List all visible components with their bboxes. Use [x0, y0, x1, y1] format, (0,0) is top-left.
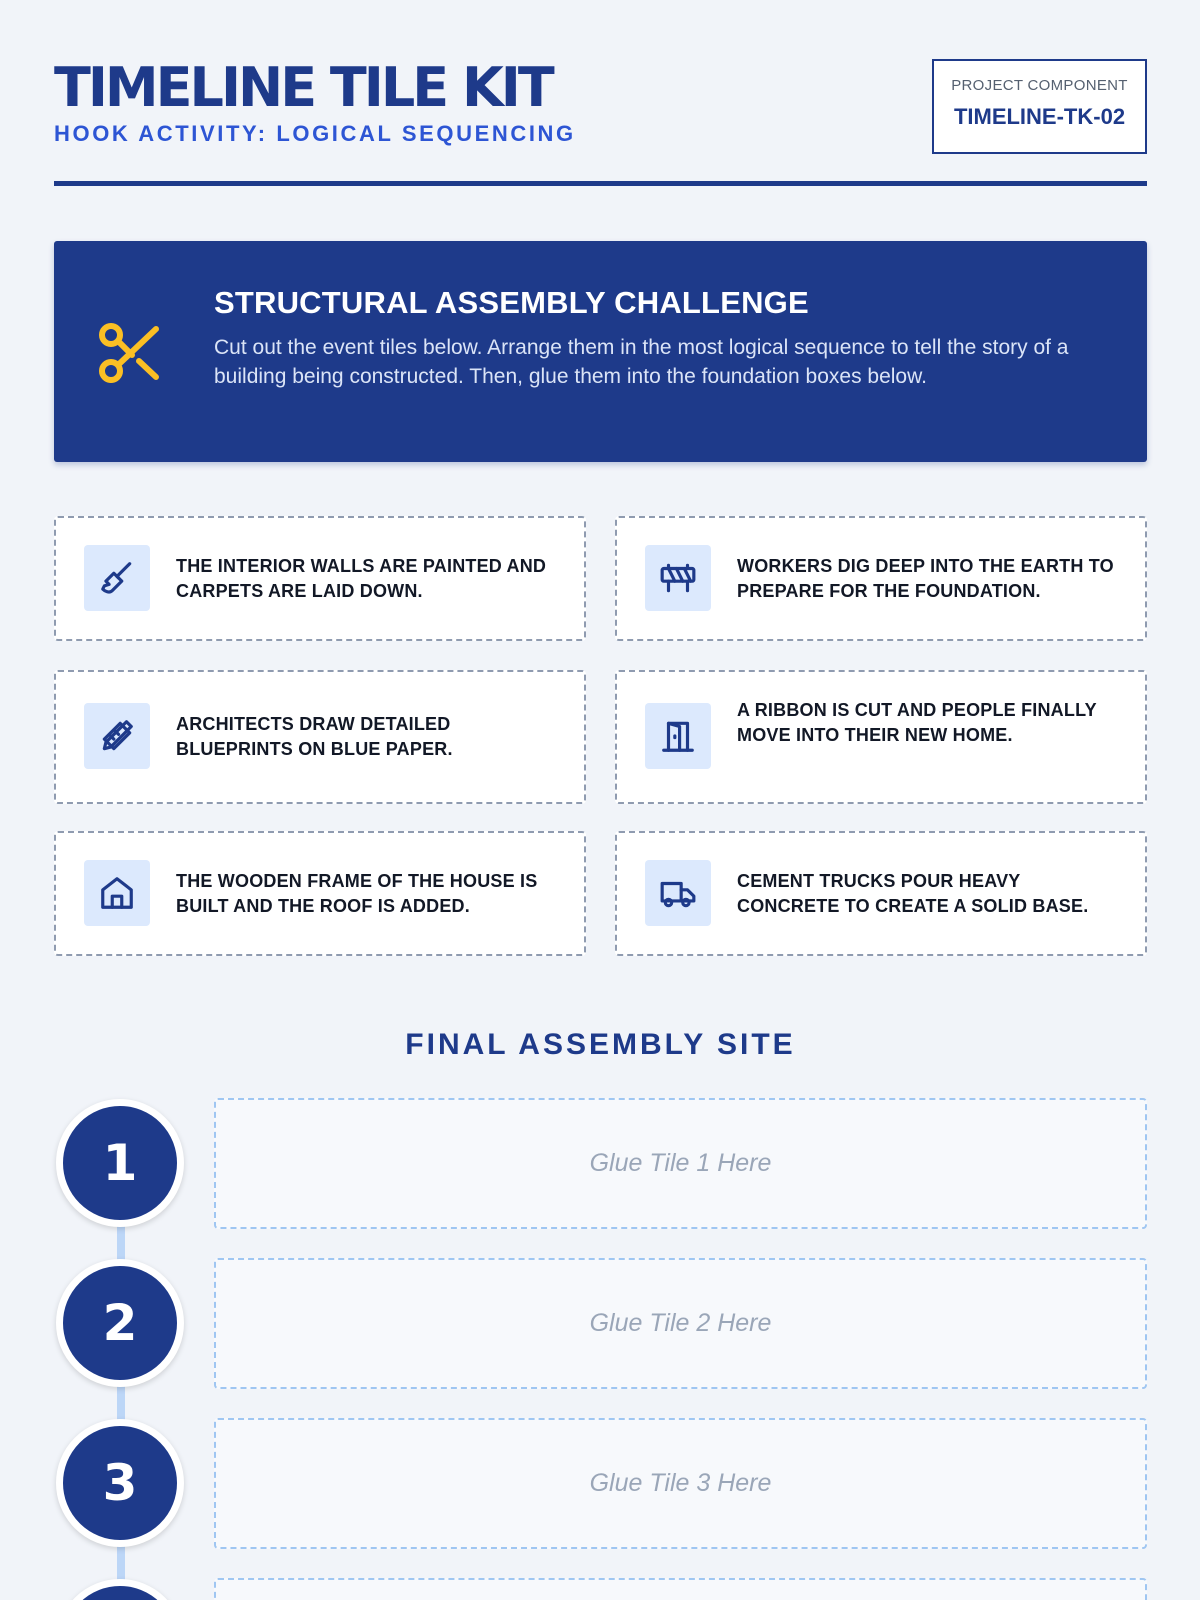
event-tile[interactable] [615, 516, 1147, 641]
door-open-icon [659, 717, 697, 755]
worksheet-page [54, 0, 1147, 1600]
assembly-section-title: FINAL ASSEMBLY SITE [405, 1028, 796, 1061]
pencil-ruler-icon [98, 717, 136, 755]
step-number-circle [56, 1579, 184, 1600]
challenge-banner [54, 241, 1147, 462]
tile-icon-box [645, 860, 711, 926]
paintbrush-icon [98, 559, 136, 597]
step-number-circle: 2 [56, 1259, 184, 1387]
header [54, 58, 1147, 186]
step-number-circle: 3 [56, 1419, 184, 1547]
tile-text: CEMENT TRUCKS POUR HEAVY CONCRETE TO CREATE A SOLID BASE. [737, 871, 1089, 916]
glue-tile-slot[interactable]: Glue Tile 1 Here [214, 1098, 1147, 1229]
tile-text: THE WOODEN FRAME OF THE HOUSE IS BUILT AND THE ROOF IS ADDED. [176, 871, 538, 916]
truck-icon [659, 874, 697, 912]
construction-barrier-icon [659, 559, 697, 597]
tile-text: WORKERS DIG DEEP INTO THE EARTH TO PREPARE FOR THE FOUNDATION. [737, 556, 1114, 601]
event-tile[interactable] [615, 831, 1147, 956]
tile-icon-box [645, 545, 711, 611]
glue-tile-slot[interactable] [214, 1578, 1147, 1600]
glue-tile-slot[interactable]: Glue Tile 2 Here [214, 1258, 1147, 1389]
tile-text: A RIBBON IS CUT AND PEOPLE FINALLY MOVE INTO THEIR NEW HOME. [737, 700, 1097, 745]
page-subtitle: HOOK ACTIVITY: LOGICAL SEQUENCING [54, 121, 576, 146]
event-tile[interactable] [54, 670, 586, 804]
banner-title: STRUCTURAL ASSEMBLY CHALLENGE [214, 285, 809, 320]
tile-icon-box [84, 860, 150, 926]
tile-icon-box [84, 545, 150, 611]
project-component-label: PROJECT COMPONENT [951, 77, 1128, 94]
glue-tile-slot[interactable]: Glue Tile 3 Here [214, 1418, 1147, 1549]
tile-text: ARCHITECTS DRAW DETAILED BLUEPRINTS ON BLUE PAPER. [176, 714, 453, 759]
house-icon [98, 874, 136, 912]
banner-instructions: Cut out the event tiles below. Arrange them in the most logical sequence to tell the story of a building being constructed. Then, glue them into the foundation boxes below. [214, 336, 1069, 388]
page-title: TIMELINE TILE KIT [54, 56, 552, 119]
header-divider [54, 181, 1147, 186]
step-number-circle: 1 [56, 1099, 184, 1227]
scissors-icon [96, 317, 168, 389]
tile-text: THE INTERIOR WALLS ARE PAINTED AND CARPETS ARE LAID DOWN. [176, 556, 547, 601]
event-tile[interactable] [615, 670, 1147, 804]
tile-icon-box [645, 703, 711, 769]
project-component-box [932, 59, 1147, 154]
event-tile[interactable] [54, 516, 586, 641]
tile-icon-box [84, 703, 150, 769]
event-tile[interactable] [54, 831, 586, 956]
project-component-code: TIMELINE-TK-02 [953, 104, 1126, 129]
